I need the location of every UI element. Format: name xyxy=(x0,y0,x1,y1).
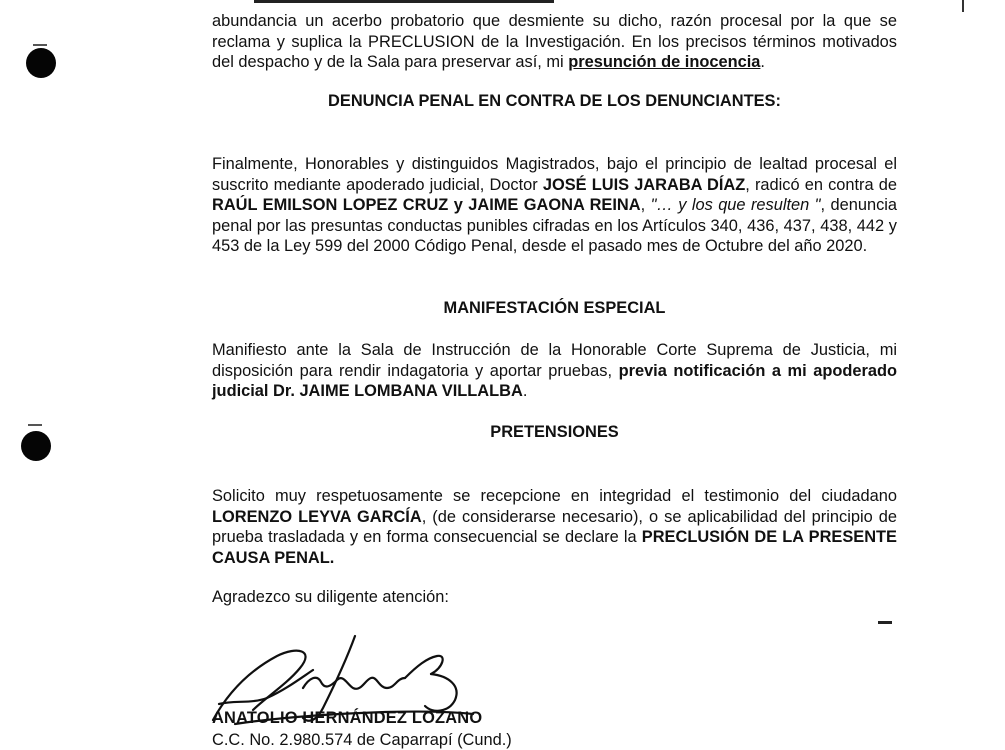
closing-line: Agradezco su diligente atención: xyxy=(212,588,449,606)
preclusion-request: PRECLUSIÓN DE LA PRESENTE CAUSA PENAL. xyxy=(212,528,897,567)
signatory-id: C.C. No. 2.980.574 de Caparrapí (Cund.) xyxy=(212,731,512,749)
hole-mark xyxy=(33,44,47,46)
pretensiones-paragraph xyxy=(212,486,897,568)
heading-denuncia: DENUNCIA PENAL EN CONTRA DE LOS DENUNCIANTES: xyxy=(328,92,781,110)
cropped-text-fragment xyxy=(254,0,554,3)
heading-manifestacion: MANIFESTACIÓN ESPECIAL xyxy=(443,299,666,317)
signatory-name: ANATOLIO HERNÁNDEZ LOZANO xyxy=(212,709,483,727)
presumption-of-innocence: presunción de inocencia xyxy=(568,53,761,72)
lawyer-name: JOSÉ LUIS JARABA DÍAZ xyxy=(542,175,746,194)
notification-clause: previa notificación a mi apoderado judicial Dr. JAIME LOMBANA VILLALBA xyxy=(212,361,897,401)
handwritten-signature xyxy=(205,628,485,733)
page-edge-mark xyxy=(962,0,964,12)
margin-dash xyxy=(878,621,892,624)
denounced-names: RAÚL EMILSON LOPEZ CRUZ y JAIME GAONA REINA xyxy=(212,196,641,215)
hole-mark xyxy=(28,424,42,426)
denuncia-paragraph xyxy=(212,154,897,257)
manifestacion-paragraph xyxy=(212,340,897,402)
pretensiones-text: Solicito muy respetuosamente se recepcione en integridad el testimonio del ciudadano xyxy=(212,487,897,505)
denuncia-text: Finalmente, Honorables y distinguidos Magistrados, bajo el principio de lealtad procesal el suscrito mediante apoderado judicial, Doctor xyxy=(212,155,897,194)
punch-hole-top xyxy=(26,48,56,78)
punch-hole-middle xyxy=(21,431,51,461)
quoted-phrase: "… y los que resulten " xyxy=(650,196,821,215)
intro-period: . xyxy=(760,53,765,72)
heading-pretensiones: PRETENSIONES xyxy=(490,423,619,441)
intro-text: abundancia un acerbo probatorio que desmiente su dicho, razón procesal por la que se reclama y suplica la PRECLUSION de la Investigación. En los precisos términos motivados del despacho y de la Sala para preservar así, mi xyxy=(212,12,897,72)
pretensiones-text: , (de considerarse necesario), o se aplicabilidad del principio de prueba trasladada y en forma consecuencial se declare la xyxy=(212,507,897,547)
manifestacion-text: Manifiesto ante la Sala de Instrucción de la Honorable Corte Suprema de Justicia, mi disposición para rendir indagatoria y aportar pruebas, xyxy=(212,341,897,380)
manifestacion-period: . xyxy=(522,382,528,401)
denuncia-text: , denuncia penal por las presuntas conductas punibles cifradas en los Artículos 340, 436, 437, 438, 442 y 453 de la Ley 599 del 2000 Código Penal, desde el pasado mes de Octubre del año 2020. xyxy=(212,196,898,256)
intro-paragraph xyxy=(212,11,897,73)
witness-name: LORENZO LEYVA GARCÍA xyxy=(212,507,422,526)
denuncia-text: , radicó en contra de xyxy=(745,175,897,194)
denuncia-text: , xyxy=(640,196,651,215)
